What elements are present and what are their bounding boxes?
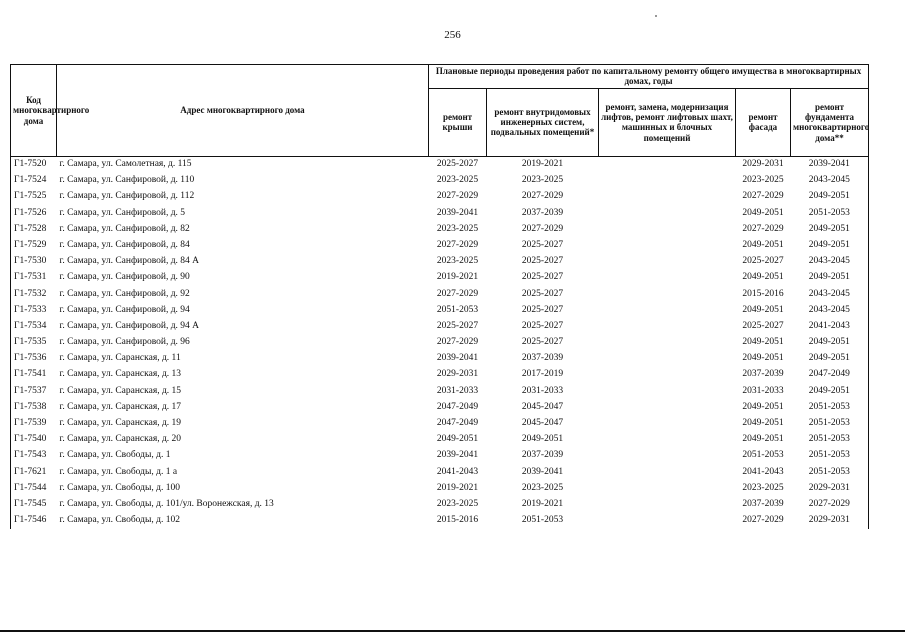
cell-address: г. Самара, ул. Санфировой, д. 92 [59,288,190,299]
cell-lifts [599,156,736,173]
table-row [11,513,869,529]
cell-foundation: 2051-2053 [791,448,869,464]
cell-foundation: 2029-2031 [791,480,869,496]
cell-facade: 2051-2053 [742,450,784,461]
cell-roof: 2027-2029 [436,288,479,299]
cell-roof: 2025-2027 [436,320,479,331]
cell-roof: 2023-2025 [436,498,479,509]
cell-code: Г1-7535 [11,335,57,351]
cell-foundation: 2043-2045 [791,286,869,302]
cell-facade: 2049-2051 [742,207,784,218]
table-row [11,173,869,189]
cell-facade: 2049-2051 [742,337,784,348]
cell-code: Г1-7544 [11,480,57,496]
cell-lifts [599,173,736,189]
table-row [11,480,869,496]
header-engineering: ремонт внутридомовых инженерных систем, подвальных помещений* [487,88,599,156]
cell-foundation: 2049-2051 [791,221,869,237]
cell-facade: 2027-2029 [742,223,784,234]
cell-facade: 2037-2039 [742,498,784,509]
cell-lifts [599,319,736,335]
cell-address: г. Самара, ул. Саранская, д. 13 [59,369,182,380]
cell-address: г. Самара, ул. Санфировой, д. 96 [59,337,190,348]
cell-roof: 2039-2041 [436,353,479,364]
cell-roof: 2019-2021 [436,272,479,283]
cell-address: г. Самара, ул. Санфировой, д. 110 [59,175,195,186]
cell-engineering: 2019-2021 [487,156,599,173]
cell-facade: 2049-2051 [742,434,784,445]
cell-foundation: 2027-2029 [791,497,869,513]
cell-address: г. Самара, ул. Санфировой, д. 84 [59,239,190,250]
cell-lifts [599,189,736,205]
cell-facade: 2049-2051 [742,272,784,283]
cell-lifts [599,205,736,221]
cell-engineering: 2025-2027 [521,304,564,315]
cell-facade: 2023-2025 [742,482,784,493]
cell-code: Г1-7528 [11,221,57,237]
cell-roof: 2039-2041 [436,207,479,218]
cell-code: Г1-7524 [11,173,57,189]
cell-foundation: 2047-2049 [791,367,869,383]
cell-code: Г1-7536 [11,351,57,367]
table-row [11,205,869,221]
cell-engineering: 2025-2027 [521,288,564,299]
cell-address: г. Самара, ул. Санфировой, д. 90 [59,272,190,283]
cell-address: г. Самара, ул. Санфировой, д. 112 [59,191,195,202]
cell-lifts [599,416,736,432]
cell-code: Г1-7533 [11,302,57,318]
cell-engineering: 2037-2039 [521,353,564,364]
cell-lifts [599,335,736,351]
cell-address: г. Самара, ул. Санфировой, д. 94 А [59,320,200,331]
cell-engineering: 2039-2041 [521,466,564,477]
header-row-group [11,65,869,89]
cell-facade: 2049-2051 [742,304,784,315]
cell-foundation: 2043-2045 [791,254,869,270]
cell-roof: 2023-2025 [436,223,479,234]
cell-address: г. Самара, ул. Самолетная, д. 115 [57,156,429,173]
table-row [11,302,869,318]
cell-foundation: 2051-2053 [791,464,869,480]
table-row [11,254,869,270]
cell-address: г. Самара, ул. Свободы, д. 100 [59,482,180,493]
cell-foundation: 2029-2031 [791,513,869,529]
cell-roof: 2015-2016 [436,515,479,526]
cell-foundation: 2043-2045 [791,302,869,318]
cell-foundation: 2039-2041 [791,156,869,173]
cell-code: Г1-7532 [11,286,57,302]
cell-address: г. Самара, ул. Свободы, д. 101/ул. Воронежская, д. 13 [59,498,274,509]
cell-address: г. Самара, ул. Саранская, д. 20 [59,434,182,445]
cell-foundation: 2049-2051 [791,238,869,254]
cell-facade: 2049-2051 [742,239,784,250]
cell-code: Г1-7530 [11,254,57,270]
table-row [11,416,869,432]
cell-engineering: 2023-2025 [521,175,564,186]
cell-code: Г1-7539 [11,416,57,432]
cell-address: г. Самара, ул. Свободы, д. 1 а [59,466,178,477]
cell-code: Г1-7534 [11,319,57,335]
cell-engineering: 2037-2039 [521,450,564,461]
cell-engineering: 2037-2039 [521,207,564,218]
cell-facade: 2027-2029 [742,515,784,526]
cell-lifts [599,270,736,286]
cell-lifts [599,302,736,318]
cell-facade: 2029-2031 [736,156,791,173]
cell-facade: 2027-2029 [742,191,784,202]
cell-roof: 2027-2029 [436,337,479,348]
cell-engineering: 2025-2027 [521,337,564,348]
cell-roof: 2027-2029 [436,239,479,250]
cell-foundation: 2051-2053 [791,205,869,221]
header-facade: ремонт фасада [736,88,791,156]
cell-foundation: 2051-2053 [791,416,869,432]
cell-foundation: 2049-2051 [791,335,869,351]
cell-foundation: 2051-2053 [791,400,869,416]
cell-facade: 2041-2043 [742,466,784,477]
table-row [11,156,869,173]
cell-code: Г1-7520 [11,156,57,173]
cell-foundation: 2051-2053 [791,432,869,448]
header-lifts: ремонт, замена, модернизация лифтов, ремонт лифтовых шахт, машинных и блочных помещений [599,88,736,156]
table-row [11,189,869,205]
cell-engineering: 2023-2025 [521,482,564,493]
table-row [11,464,869,480]
cell-foundation: 2049-2051 [791,270,869,286]
cell-engineering: 2049-2051 [521,434,564,445]
page-number: 256 [444,29,461,41]
cell-lifts [599,464,736,480]
cell-lifts [599,400,736,416]
cell-code: Г1-7526 [11,205,57,221]
table-row [11,367,869,383]
cell-engineering: 2025-2027 [521,272,564,283]
cell-address: г. Самара, ул. Саранская, д. 19 [59,418,182,429]
cell-address: г. Самара, ул. Саранская, д. 15 [59,385,182,396]
cell-foundation: 2049-2051 [791,383,869,399]
cell-lifts [599,480,736,496]
cell-code: Г1-7538 [11,400,57,416]
header-roof: ремонт крыши [429,88,487,156]
bottom-rule [0,630,905,632]
table-row [11,221,869,237]
cell-lifts [599,238,736,254]
cell-roof: 2023-2025 [436,256,479,267]
cell-code: Г1-7540 [11,432,57,448]
cell-roof: 2051-2053 [436,304,479,315]
cell-address: г. Самара, ул. Санфировой, д. 94 [59,304,190,315]
cell-facade: 2049-2051 [742,418,784,429]
cell-facade: 2031-2033 [742,385,784,396]
cell-engineering: 2025-2027 [521,256,564,267]
cell-code: Г1-7545 [11,497,57,513]
cell-facade: 2049-2051 [742,353,784,364]
cell-engineering: 2045-2047 [521,418,564,429]
table-row [11,270,869,286]
table-body [11,156,869,529]
cell-facade: 2023-2025 [742,175,784,186]
cell-lifts [599,513,736,529]
table-row [11,286,869,302]
cell-lifts [599,448,736,464]
header-foundation: ремонт фундамента многоквартирного дома** [791,88,869,156]
cell-engineering: 2045-2047 [521,401,564,412]
cell-code: Г1-7529 [11,238,57,254]
cell-lifts [599,351,736,367]
cell-lifts [599,432,736,448]
cell-lifts [599,221,736,237]
cell-code: Г1-7525 [11,189,57,205]
cell-roof: 2025-2027 [429,156,487,173]
cell-engineering: 2031-2033 [521,385,564,396]
cell-code: Г1-7531 [11,270,57,286]
cell-facade: 2025-2027 [742,320,784,331]
cell-code: Г1-7621 [11,464,57,480]
cell-foundation: 2049-2051 [791,189,869,205]
table-row [11,238,869,254]
cell-facade: 2049-2051 [742,401,784,412]
cell-roof: 2023-2025 [436,175,479,186]
cell-code: Г1-7541 [11,367,57,383]
cell-lifts [599,254,736,270]
cell-roof: 2027-2029 [436,191,479,202]
cell-address: г. Самара, ул. Саранская, д. 11 [59,353,181,364]
header-code: Код многоквартирного дома [11,65,57,157]
table-row [11,351,869,367]
cell-lifts [599,497,736,513]
cell-roof: 2049-2051 [436,434,479,445]
cell-roof: 2019-2021 [436,482,479,493]
table-row [11,448,869,464]
table-row [11,319,869,335]
cell-lifts [599,286,736,302]
cell-address: г. Самара, ул. Санфировой, д. 84 А [59,256,200,267]
cell-lifts [599,367,736,383]
cell-facade: 2037-2039 [742,369,784,380]
cell-code: Г1-7537 [11,383,57,399]
cell-roof: 2029-2031 [436,369,479,380]
cell-engineering: 2051-2053 [521,515,564,526]
cell-code: Г1-7543 [11,448,57,464]
cell-address: г. Самара, ул. Свободы, д. 102 [59,515,180,526]
header-periods-group: Плановые периоды проведения работ по капитальному ремонту общего имущества в многоквартирных домах, годы [429,65,869,89]
table-row [11,432,869,448]
cell-engineering: 2025-2027 [521,320,564,331]
cell-address: г. Самара, ул. Саранская, д. 17 [59,401,182,412]
scan-speck [655,15,657,17]
table-row [11,335,869,351]
header-address: Адрес многоквартирного дома [57,65,429,157]
cell-facade: 2015-2016 [742,288,784,299]
cell-code: Г1-7546 [11,513,57,529]
cell-lifts [599,383,736,399]
cell-roof: 2047-2049 [436,401,479,412]
repair-schedule-table [10,64,869,529]
cell-engineering: 2027-2029 [521,223,564,234]
cell-facade: 2025-2027 [742,256,784,267]
cell-address: г. Самара, ул. Свободы, д. 1 [59,450,171,461]
table-row [11,383,869,399]
table-row [11,400,869,416]
cell-foundation: 2043-2045 [791,173,869,189]
cell-address: г. Самара, ул. Санфировой, д. 82 [59,223,190,234]
cell-engineering: 2027-2029 [521,191,564,202]
cell-engineering: 2019-2021 [521,498,564,509]
cell-roof: 2031-2033 [436,385,479,396]
cell-roof: 2039-2041 [436,450,479,461]
cell-roof: 2047-2049 [436,418,479,429]
cell-address: г. Самара, ул. Санфировой, д. 5 [59,207,186,218]
table-row [11,497,869,513]
cell-foundation: 2041-2043 [791,319,869,335]
cell-foundation: 2049-2051 [791,351,869,367]
cell-engineering: 2025-2027 [521,239,564,250]
cell-engineering: 2017-2019 [521,369,564,380]
cell-roof: 2041-2043 [436,466,479,477]
